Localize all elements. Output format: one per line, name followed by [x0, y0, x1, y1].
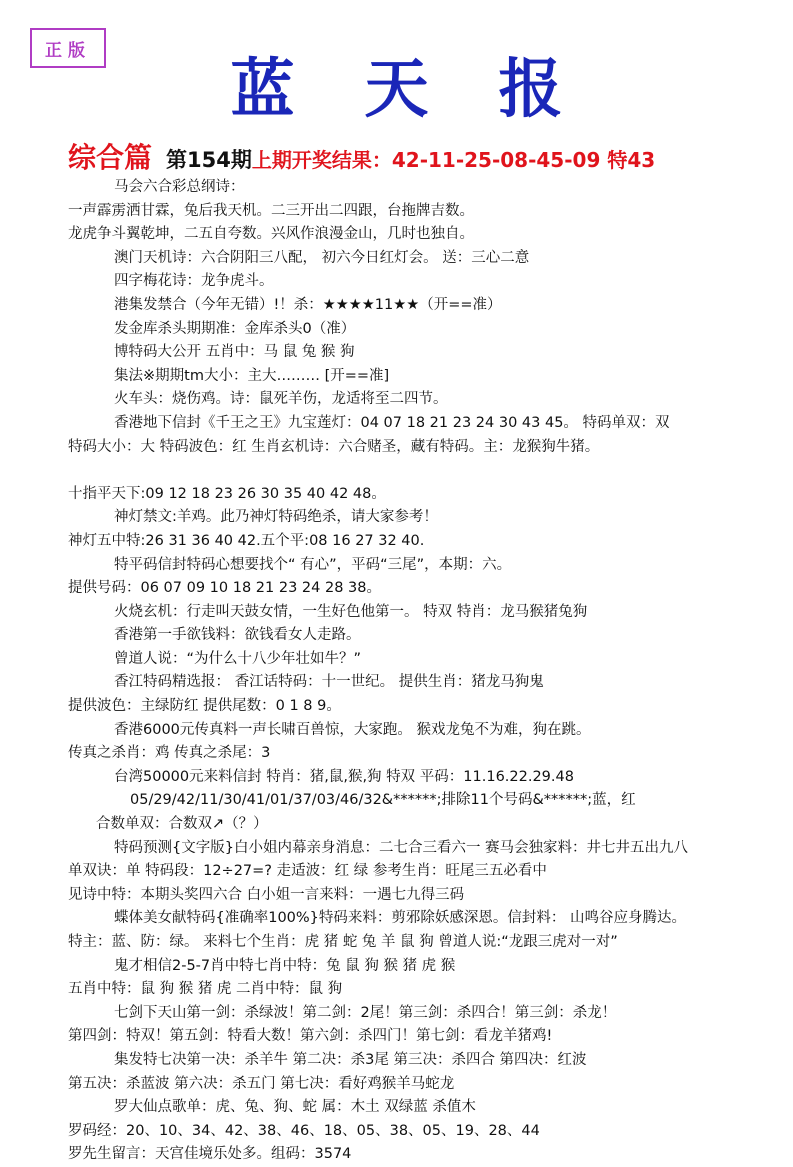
text-line: 第四剑：特双！第五剑：特看大数！第六剑：杀四门！第七剑：看龙羊猪鸡!	[68, 1028, 553, 1045]
text-line: 香港地下信封《千王之王》九宝莲灯：04 07 18 21 23 24 30 43 45。 特码单双：双	[114, 414, 670, 431]
text-line: 集法※期期tm大小：主大……… [开==准]	[114, 367, 390, 384]
text-line: 合数单双：合数双↗（？）	[96, 816, 268, 833]
text-line: 香港6000元传真料一声长啸百兽惊，大家跑。 猴戏龙兔不为难，狗在跳。	[114, 721, 591, 738]
text-line: 特码预测{文字版}白小姐内幕亲身消息：二七合三看六一 赛马会独家料：井七井五出九八	[114, 839, 689, 856]
text-line: 集发特七决第一决：杀羊牛 第二决：杀3尾 第三决：杀四合 第四决：红波	[114, 1051, 587, 1068]
text-line: 五肖中特：鼠 狗 猴 猪 虎 二肖中特：鼠 狗	[68, 981, 343, 998]
text-line: 特主：蓝、防：绿。 来料七个生肖：虎 猪 蛇 兔 羊 鼠 狗 曾道人说:“龙跟三虎对一对”	[68, 934, 618, 950]
text-line: 罗码经：20、10、34、42、38、46、18、05、38、05、19、28、44	[68, 1122, 540, 1139]
text-line: 神灯禁文:羊鸡。此乃神灯特码绝杀，请大家参考！	[114, 509, 438, 526]
headline	[68, 136, 656, 174]
text-line: 香江特码精选报： 香江话特码：十一世纪。 提供生肖：猪龙马狗鬼	[114, 674, 544, 691]
text-line: 特平码信封特码心想要找个“ 有心”，平码“三尾”，本期：六。	[114, 556, 512, 573]
genuine-badge: 正版	[30, 28, 106, 68]
text-line: 特码大小：大 特码波色：红 生肖玄机诗：六合赌圣，藏有特码。主：龙猴狗牛猪。	[68, 438, 600, 455]
text-line: 发金库杀头期期准：金库杀头0（准）	[114, 320, 356, 337]
article-body	[68, 176, 783, 1167]
text-line: 火烧玄机：行走叫天鼓女情，一生好色他第一。 特双 特肖：龙马猴猪兔狗	[114, 603, 588, 620]
text-line: 台湾50000元来料信封 特肖：猪,鼠,猴,狗 特双 平码：11.16.22.29.48	[114, 768, 574, 785]
text-line: 十指平天下:09 12 18 23 26 30 35 40 42 48。	[68, 485, 386, 502]
blank-line	[68, 459, 783, 483]
text-line: 港集发禁合（今年无错）!！杀：★★★★11★★（开==准）	[114, 296, 502, 313]
text-line: 罗大仙点歌单：虎、兔、狗、蛇 属：木土 双绿蓝 杀值木	[114, 1099, 476, 1116]
text-line: 博特码大公开 五肖中：马 鼠 兔 猴 狗	[114, 344, 355, 361]
last-draw-result: 上期开奖结果：42-11-25-08-45-09 特43	[251, 148, 656, 172]
text-line: 鬼才相信2-5-7肖中特七肖中特：兔 鼠 狗 猴 猪 虎 猴	[114, 957, 456, 974]
text-line: 一声霹雳洒甘霖，兔后我天机。二三开出二四跟，台拖牌吉数。	[68, 202, 474, 219]
text-line: 提供波色：主绿防红 提供尾数：0 1 8 9。	[68, 698, 341, 715]
text-line: 单双诀：单 特码段：12÷27=? 走适波：红 绿 参考生肖：旺尾三五必看中	[68, 863, 547, 880]
text-line: 四字梅花诗：龙争虎斗。	[114, 273, 274, 290]
text-line: 见诗中特：本期头奖四六合 白小姐一言来料：一遇七九得三码	[68, 886, 465, 903]
section-title: 综合篇	[68, 141, 153, 174]
text-line: 马会六合彩总纲诗：	[114, 179, 245, 195]
text-line: 罗先生留言：天宫佳境乐处多。组码：3574	[68, 1146, 352, 1163]
text-line: 香港第一手欲钱料：欲钱看女人走路。	[114, 627, 361, 644]
text-line: 第五决：杀蓝波 第六决：杀五门 第七决：看好鸡猴羊马蛇龙	[68, 1075, 455, 1092]
masthead-title: 蓝天报	[230, 52, 633, 127]
text-line: 传真之杀肖：鸡 传真之杀尾：3	[68, 745, 271, 762]
text-line: 提供号码：06 07 09 10 18 21 23 24 28 38。	[68, 580, 381, 597]
text-line: 05/29/42/11/30/41/01/37/03/46/32&******;排除11个号码&******;蓝，红	[130, 792, 636, 809]
issue-number: 第154期	[166, 148, 252, 172]
text-line: 澳门天机诗：六合阴阳三八配， 初六今日红灯会。 送：三心二意	[114, 249, 530, 266]
text-line: 七剑下天山第一剑：杀绿波！第二剑：2尾！第三剑：杀四合！第三剑：杀龙！	[114, 1004, 617, 1021]
text-line: 神灯五中特:26 31 36 40 42.五个平:08 16 27 32 40.	[68, 532, 425, 549]
text-line: 龙虎争斗翼乾坤，二五自夸数。兴风作浪漫金山，几时也独自。	[68, 226, 474, 243]
text-line: 火车头：烧伤鸡。诗：鼠死羊伤，龙适将至二四节。	[114, 391, 448, 408]
text-line: 蝶体美女献特码{准确率100%}特码来料：剪邪除妖感深恩。信封料： 山鸣谷应身腾达。	[114, 910, 687, 927]
text-line: 曾道人说：“为什么十八少年壮如牛？”	[114, 650, 362, 667]
